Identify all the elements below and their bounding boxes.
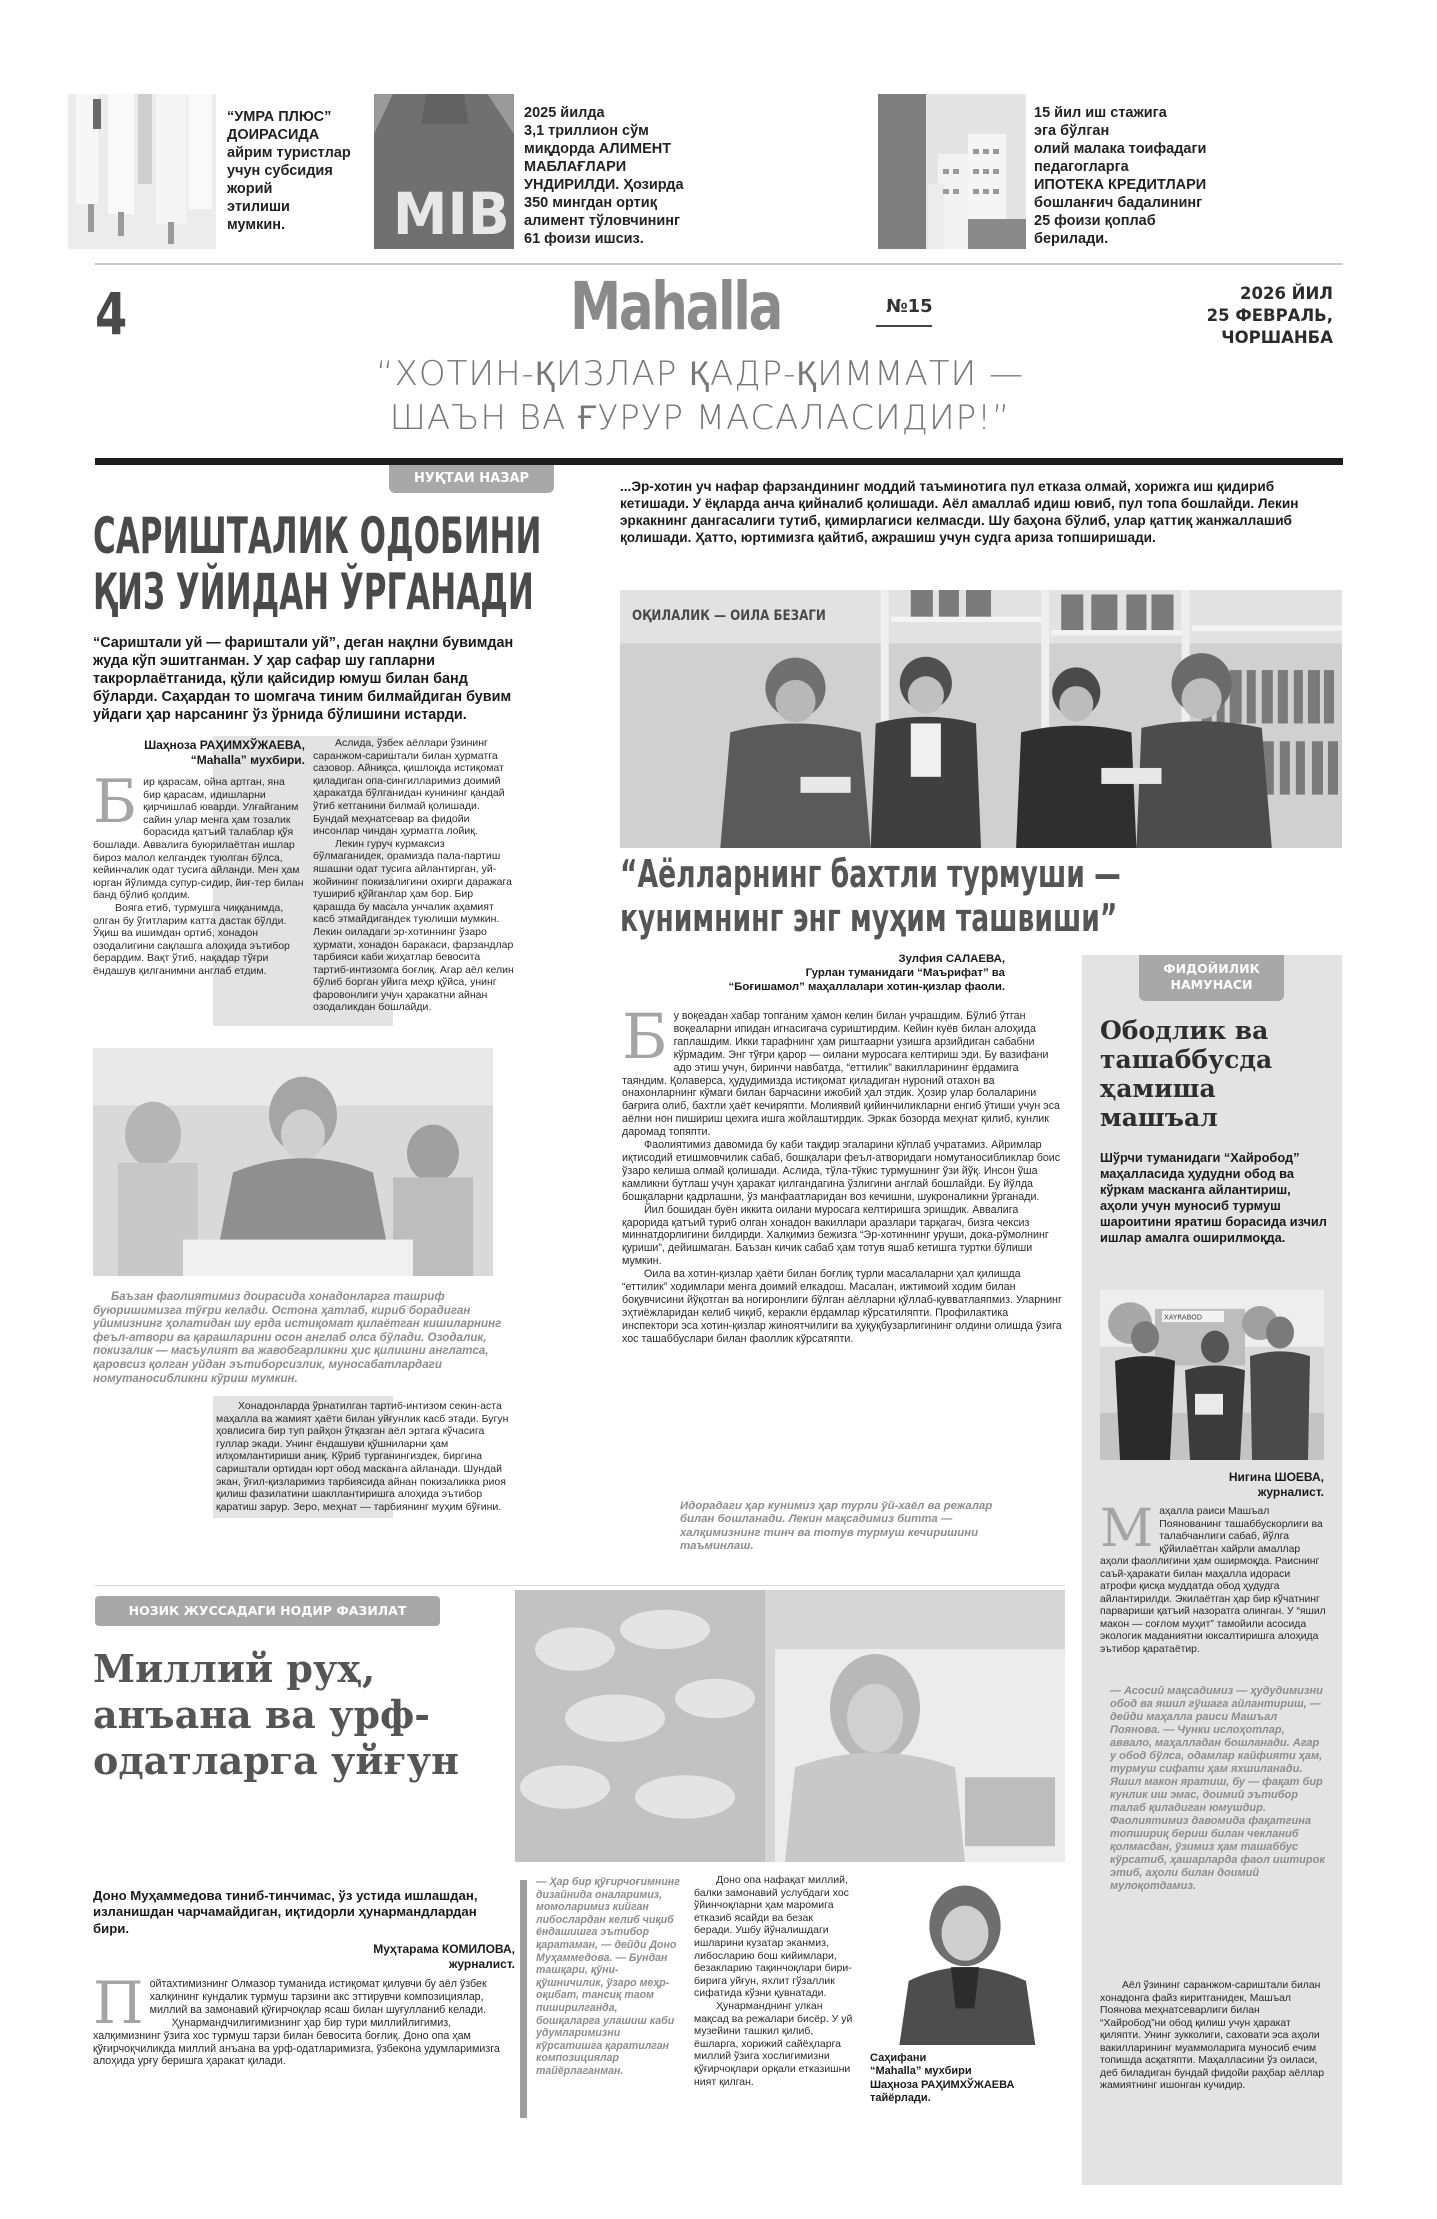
paragraph: аҳалла раиси Машъал Поянованинг ташаббускорлиги ва талабчанлиги сабаб, йўлга қўйилаётган хайрли амаллар аҳоли фаоллигини ҳам оширмоқда. Раиснинг саъй-ҳаракати билан маҳалла идораси атрофи қисқа муддатда обод ҳудудга айлантирилди. Экилаётган ҳар бир кўчатнинг парвариши қатъий назоратга олинган. У “яшил макон — соғлом муҳит” тамойили асосида экологик маданиятни юксалтиришга алоҳида эътибор қаратаётир. <box>1100 1506 1326 1655</box>
photo-dono-dolls <box>515 1590 1065 1862</box>
paragraph: Вояга етиб, турмушга чиққанимда, олган бу ўгитларим катта дастак бўлди. Ўқиш ва ишимдан ортиб, хонадон озодалигини сақлашга алоҳида эътибор берардим. Вақт ўтиб, нақадар тўғри ёндашув қилганимни англаб етдим. <box>93 901 290 977</box>
lead-xayrobod: Шўрчи туманидаги “Хайробод” маҳалласида ҳудудни обод ва кўркам масканга айлантириш, аҳоли учун муносиб турмуш шароитини яратиш борасида изчил ишлар амалга оширилмоқда. <box>1100 1150 1327 1245</box>
dropcap-b: Б <box>622 1000 668 1073</box>
author-portrait-illustration <box>890 1880 1040 2045</box>
section-rule <box>95 458 1343 465</box>
paragraph: Доно опа нафақат миллий, балки замонавий услубдаги хос ўйинчоқларни ҳам маромига етказиб ясайди ва безак беради. Ушбу йўналишдаги ишларини кузатар эканмиз, либосларию бош кийимлари, безакларию тақинчоқлари бири-бирига уйғун, яхлит гўзаллик сифатида кўзни қувнатади. <box>694 1874 852 2000</box>
paragraph: ир қарасам, ойна артган, яна бир қарасам, идишларни қирчишлаб юварди. Улғайганим сайин улар менга ҳам тозалик борасида қатъий талаблар қўя бошлади. Аввалига буюрилаётган ишлар бироз малол келгандек туюлган бўлса, кейинчалик одат тусига айланди. Мен ҳам юрган йўлимда супур-сидир, йиғ-тер билан банд бўлиб қолдим. <box>93 776 304 902</box>
headline-line-1: САРИШТАЛИК ОДОБИНИ <box>93 507 542 565</box>
dropcap-p: П <box>93 1969 144 2037</box>
body-bottom-2 <box>694 1874 854 2088</box>
paragraph: Фаолиятимиз давомида бу каби тақдир эгаларини кўплаб учратамиз. Айримлар иқтисодий етишмовчилик сабаб, бошқалари феъл-атворидаги номутаносибликлар боис ўзаро келиша олмай қолишади. Аслида, тўла-тўкис турмушнинг ўзи йўқ. Инсон ўша камликни бутлаш учун ҳаракат қилгандагина ўзлигини англай бошлайди. Бу йўлда бошқаларни қадрлашни, ўз манфаатларидан воз кечишни, шукроналикни ўрганади. <box>622 1139 1061 1203</box>
paragraph: Ҳунармандчилигимизнинг ҳар бир тури миллийлигимиз, халқимизнинг ўзига хос турмуш тарзи билан бевосита боғлиқ. Доно опа ҳам қўғирчоқчиликда миллий анъана ва урф-одатларимизга, ўзбекона удумларимизга алоҳида урғу беришга ҳаракат қилади. <box>93 2016 500 2068</box>
issue-underline <box>876 325 932 327</box>
byline-komilova: Муҳтарама КОМИЛОВА, журналист. <box>373 1942 515 1971</box>
date-year: 2026 ЙИЛ <box>1240 284 1333 303</box>
date-day: 25 ФЕВРАЛЬ, <box>1206 306 1333 325</box>
tag-line-1: ФИДОЙИЛИК <box>1163 961 1260 976</box>
byline-salaeva: Зулфия САЛАЕВА, Гурлан туманидаги “Маърифат” ва “Боғишамол” маҳаллалари хотин-қизлар фаоли. <box>728 953 1005 993</box>
body-col-1 <box>93 767 305 978</box>
issue-number: №15 <box>886 296 933 317</box>
body-sidebar-2 <box>1100 1980 1326 2093</box>
headline-milliy-ruh[interactable]: Миллий руҳ, анъана ва урф-одатларга уйғун <box>93 1646 459 1783</box>
meeting-illustration <box>1100 1290 1324 1460</box>
body-center <box>622 1000 1062 1346</box>
lead-dono: Доно Муҳаммедова тиниб-тинчимас, ўз устида ишлашдан, изланишдан чарчамайдиган, иқтидорли ҳунармандлардан бири. <box>93 1888 478 1936</box>
lead-saristalik: “Сариштали уй — фариштали уй”, деган нақлни бувимдан жуда кўп эшитганман. У ҳар сафар шу гапларни такрорлаётганида, қўли қайсидир юмуш билан банд бўларди. Саҳардан то шомгача тиним билмайдиган бувим уйдаги ҳар нарсанинг ўз ўрнида бўлишини истарди. <box>93 635 514 723</box>
photo-author-portrait <box>890 1880 1040 2045</box>
apartment-buildings-illustration <box>878 94 1026 249</box>
headline-line-2: кунимнинг энг муҳим ташвиши” <box>620 896 1118 940</box>
section-tag-nuqtai-nazar: НУҚТАИ НАЗАР <box>389 465 554 493</box>
headline-line-1: “Аёлларнинг бахтли турмуши — <box>620 852 1121 896</box>
slogan-line-2: ШАЪН ВА ҒУРУР МАСАЛАСИДИР!” <box>389 398 1011 438</box>
page-number: 4 <box>95 280 128 348</box>
date-weekday: ЧОРШАНБА <box>1221 328 1333 347</box>
paragraph: ойтахтимизнинг Олмазор туманида истиқомат қилувчи бу аёл ўзбек халқининг кундалик турмуш тарзини акс эттирувчи композициялар, миллий ва замонавий қўғирчоқлар ясаш билан шуғулланиб келади. <box>149 1978 487 2016</box>
newspaper-logo: Mahalla <box>570 268 782 345</box>
bottom-divider <box>95 1585 1065 1586</box>
teaser-text-umra[interactable]: “УМРА ПЛЮС” ДОИРАСИДА айрим туристлар учун субсидия жорий этилиши мумкин. <box>227 109 351 233</box>
headline-obodlik[interactable]: Ободлик ва ташаббусда ҳамиша машъал <box>1100 1016 1273 1132</box>
section-tag-fidoyilik <box>1139 955 1284 1001</box>
pull-quote-left: Баъзан фаолиятимиз доирасида хонадонларга ташриф буюришимизга тўғри келади. Остона ҳатлаб, кириб борадиган уйимизнинг ҳолатидан шу ерда истиқомат қилаётган кишиларнинг феъл-атвори ва қарашларини осон англаб олса бўлади. Озодалик, покизалик — масъулият ва жавобгарликни ҳис қилишни англатса, қаровсиз қолган уйдан эътиборсизлик, муносабатлардаги номутаносибликни кўриш мумкин. <box>93 1290 502 1385</box>
grandmother-illustration <box>93 1048 493 1276</box>
mib-label: MIB <box>392 181 510 249</box>
byline-shoeva: Нигина ШОЕВА, журналист. <box>1228 1470 1324 1499</box>
slogan-line-1: “ХОТИН-ҚИЗЛАР ҚАДР-ҚИММАТИ — <box>375 354 1025 394</box>
dropcap-m: М <box>1100 1499 1154 1559</box>
paragraph: Хонадонларда ўрнатилган тартиб-интизом секин-аста маҳалла ва жамият ҳаёти билан уйғунлик касб этади. Бугун ҳовлисига бир туп райҳон ўтқазган аёл эртага кўчасига гуллар экади. Унинг ёндашуви қўшниларни ҳам илҳомлантириши аниқ. Кўриб турганингиздек, биргина сариштали ортидан юрт обод масканга айланади. Шундай экан, ўғил-қизларимиз тарбиясида айнан покизаликка риоя қилиш фазилатини шакллантиришга алоҳида эътибор қаратиш зарур. Зеро, меҳнат — тарбиянинг муҳим бўғини. <box>216 1400 509 1513</box>
teaser-text-aliment[interactable]: 2025 йилда 3,1 триллион сўм миқдорда АЛИМЕНТ МАБЛАҒЛАРИ УНДИРИЛДИ. Ҳозирда 350 мингдан ортиқ алимент тўловчининг 61 фоизи ишсиз. <box>524 105 684 247</box>
issue-date <box>1207 283 1333 349</box>
teaser-divider <box>95 263 1343 265</box>
teaser-text-ipoteka[interactable]: 15 йил иш стажига эга бўлган олий малака тоифадаги педагогларга ИПОТЕКА КРЕДИТЛАРИ бошланғич бадалининг 25 фоизи қоплаб берилади. <box>1034 105 1207 247</box>
teaser-photo-mib <box>374 94 514 249</box>
body-sidebar <box>1100 1499 1326 1656</box>
photo-xayrobod-meeting <box>1100 1290 1324 1460</box>
paragraph: Лекин гуруч курмаксиз бўлмаганидек, орамизда пала-партиш яшашни одат тусига айлантирган, уй-жойининг покизалигини охирги даражага тушириб қўйганлар ҳам бор. Бир қарашда бу масала унчалик аҳамият касб этмайдигандек туюлиши мумкин. Лекин оиладаги эр-хотиннинг ўзаро ҳурмати, хонадон баракаси, фарзандлар тарбияси каби жиҳатлар бевосита тартиб-интизомга боғлиқ. Агар аёл келин бўлиб борган уйига меҳр қўйса, унинг фаровонлиги учун ҳаракатни айнан озодаликдан бошлайди. <box>313 837 514 1014</box>
pull-quote-center: Идорадаги ҳар кунимиз ҳар турли ўй-хаёл ва режалар билан бошланади. Лекин мақсадимиз битта — халқимизнинг тинч ва тотув турмуш кечиришини таъминлаш. <box>680 1500 993 1553</box>
mib-officer-illustration <box>374 94 514 249</box>
headline-saristalik[interactable] <box>93 508 541 620</box>
page-slogan <box>150 352 1250 440</box>
quote-bar <box>520 1880 527 2118</box>
paragraph: Аёл ўзининг саранжом-сариштали билан хонадонга файз киритганидек, Машъал Поянова меҳнатсеварлиги билан “Хайробод”ни обод қилиш учун ҳаракат қиляпти. Унинг зукколиги, саховати эса аҳоли вакилларининг муаммоларига муносиб ечим топишда асқатяпти. Маҳалласини ўз оиласи, деб биладиган бундай фидойи раҳбар аёллар жамиятнинг ишонган кучидир. <box>1100 1980 1325 2091</box>
photo-library-women <box>620 590 1342 848</box>
body-bottom <box>93 1969 513 2068</box>
tag-line-2: НАМУНАСИ <box>1170 977 1253 992</box>
craftswoman-illustration <box>515 1590 1065 1862</box>
section-tag-nozik: НОЗИК ЖУССАДАГИ НОДИР ФАЗИЛАТ <box>95 1596 440 1626</box>
pull-quote-bottom: — Ҳар бир қўғирчоғимнинг дизайнида оналаримиз, момоларимиз кийган либослардан келиб чиқиб ёндашишга эътибор қаратаман, — дейди Доно Муҳаммедова. — Бундан ташқари, қўни-қўшничилик, ўзаро меҳр-оқибат, тансиқ таом пиширилганда, бошқаларга улашиш каби удумларимизни кўрсатишга қаратилган композициялар тайёрлаганман. <box>536 1876 680 2077</box>
byline-rahimkhujaeva: Шаҳноза РАҲИМХЎЖАЕВА, “Mahalla” мухбири. <box>144 738 305 767</box>
paragraph: Оила ва хотин-қизлар ҳаёти билан боғлиқ турли масалаларни ҳал қилишда “еттилик” ходимлари менга доимий елкадош. Масалан, ижтимоий ходим билан боқувчисини йўқотган ва ногиронлиги бўлган аёлларни қўллаб-қувватлаяпмиз. Уларнинг эҳтиёжларидан келиб чиқиб, керакли ёрдамлар кўрсатиляпти. Профилактика инспектори эса хотин-қизлар жиноятчилиги ва ҳуқуқбузарлигининг олдини олишда ўзига хос ташаббуслари билан фаоллик кўрсатяпти. <box>622 1268 1062 1345</box>
paragraph: у воқеадан хабар топганим ҳамон келин билан учрашдим. Бўлиб ўтган воқеаларни ипидан игнасигача суриштирдим. Кейин куёв билан алоҳида гаплашдим. Икки тарафнинг ҳам риштаарни узишга арзийдиган сабабни кўрмадим. Энг тўғри қарор — оилани муросага келтириш эди. Бу вазифани адо этиш учун, биринчи навбатда, “еттилик” вакилларининг ёрдамига таяндим. Қолаверса, ҳудудимизда истиқомат қиладиган нуроний отахон ва онахонларнинг кўмаги билан барчасини ижобий ҳал этдик. Ҳозир улар болаларини бағрига олиб, бахтли ҳаёт кечиряпти. Молиявий қийинчиликларни енгиб ўтиши учун эса аёлни нон пишириш цехига ишга жойлаштирдик. Эркак бозорда меҳнат қилиб, кунлик даромад топяпти. <box>622 1010 1060 1139</box>
intro-center: ...Эр-хотин уч нафар фарзандининг моддий таъминотига пул етказа олмай, хорижга иш қидириб кетишади. У ёқларда анча қийналиб қолишади. Аёл амаллаб идиш ювиб, пул топа бошлайди. Лекин эркакнинг дангасалиги тутиб, қимирлагиси келмасди. Шу баҳона бўлиб, улар қаттиқ жанжаллашиб қолишади. Ҳатто, юртимизга қайтиб, ажрашиш учун судга ариза топширишади. <box>620 479 1299 545</box>
body-col-2 <box>313 737 518 1014</box>
paragraph: Аслида, ўзбек аёллари ўзининг саранжом-сариштали билан ҳурматга сазовор. Айниқса, қишлоқда истиқомат қиладиган опа-сингилларимиз доимий ҳаракатда бўлганидан кунининг қандай ўтиб кетганини билмай қолишади. Бундай меҳнатсевар ва фидойи инсонлар чиндан ҳурматга лойиқ. <box>313 737 505 838</box>
pilgrims-illustration <box>68 94 216 249</box>
teaser-photo-buildings <box>878 94 1026 249</box>
headline-ayollarning-baxtli[interactable] <box>620 852 1121 940</box>
photo-grandmother-children <box>93 1048 493 1276</box>
pull-quote-sidebar: — Асосий мақсадимиз — ҳудудимизни обод ва яшил гўшага айлантириш, — дейди маҳалла раиси Машъал Поянова. — Чунки ислоҳотлар, аввало, маҳалладан бошланади. Агар у обод бўлса, одамлар кайфияти ҳам, турмуш сифати ҳам яхшиланади. Яшил макон яратиш, бу — фақат бир кунлик иш эмас, доимий эътибор талаб қиладиган юмушдир. Фаолиятимиз давомида фақатгина топшириқ бериш билан чекланиб қолмасдан, ўзимиз ҳам ташаббус кўрсатиб, ҳашарларда фаол иштирок этиб, аҳоли билан доимий мулоқотдамиз. <box>1110 1685 1325 1892</box>
paragraph: Ҳунарманднинг улкан мақсад ва режалари бисёр. У уй музейини ташкил қилиб, ёшларга, хорижий сайёҳларга миллий ўзига хослигимизни қўғирчоқлари орқали етказишни ният қилган. <box>694 1999 853 2088</box>
library-illustration <box>620 590 1342 848</box>
page-credit: Саҳифани “Mahalla” мухбири Шаҳноза РАҲИМХЎЖАЕВА тайёрлади. <box>870 2052 1015 2105</box>
photo-tag-oqilalik: ОҚИЛАЛИК — ОИЛА БЕЗАГИ <box>632 608 826 624</box>
body-col-final <box>216 1400 518 1513</box>
dropcap-b: Б <box>93 767 138 837</box>
headline-line-2: ҚИЗ УЙИДАН ЎРГАНАДИ <box>93 563 534 621</box>
shop-sign: XAYRABOD <box>1164 1313 1203 1322</box>
teaser-photo-pilgrims <box>68 94 216 249</box>
paragraph: Йил бошидан буён иккита оилани муросага келтиришга эришдик. Аввалига қарорида қатъий туриб олган хонадон вакиллари аразлари тарқагач, бизга чексиз миннатдорлигини билдирди. Халқимиз бежизга “Эр-хотиннинг уруши, дока-рўмолнинг қуриши”, дейишмаган. Баъзан кичик сабаб ҳам тотув яшаб кетишга туртки бўлиши мумкин. <box>622 1203 1049 1268</box>
